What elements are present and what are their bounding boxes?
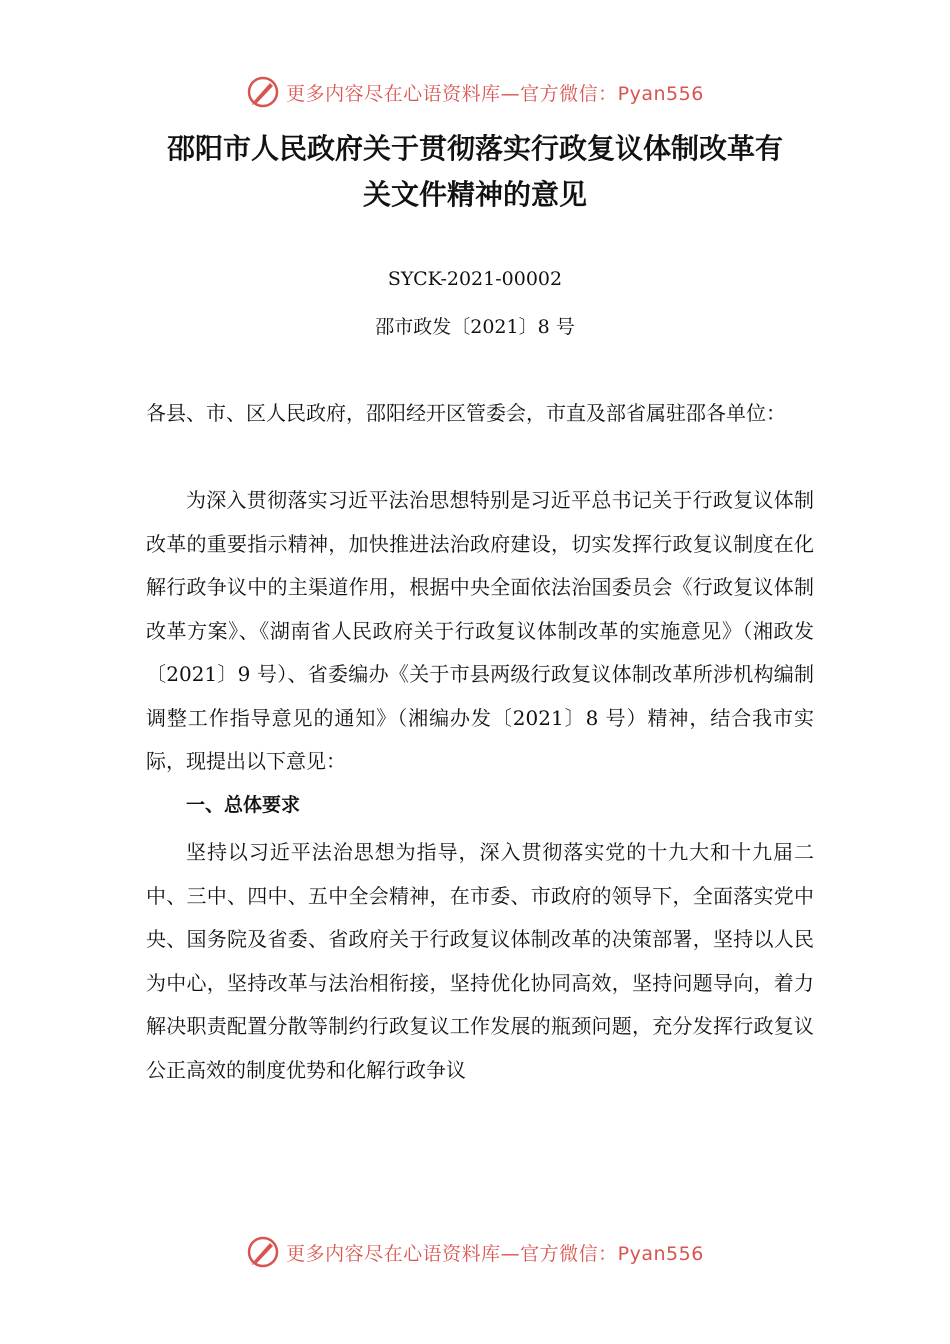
pen-logo-icon [246,75,280,109]
pen-logo-icon [246,1235,280,1269]
watermark-text: 更多内容尽在心语资料库—官方微信：Pyan556 [286,82,704,105]
watermark-text: 更多内容尽在心语资料库—官方微信：Pyan556 [286,1242,704,1265]
document-number: 邵市政发〔2021〕8 号 [375,316,575,338]
document-title-line-2: 关文件精神的意见 [362,178,587,211]
watermark-bottom [0,1232,950,1272]
watermark-top [0,72,950,112]
section-heading-1: 一、总体要求 [186,794,301,816]
body-paragraph-2: 坚持以习近平法治思想为指导，深入贯彻落实党的十九大和十九届二中、三中、四中、五中全会精神，在市委、市政府的领导下，全面落实党中央、国务院及省委、省政府关于行政复议体制改革的决策部署，坚持以人民为中心，坚持改革与法治相衔接，坚持优化协同高效，坚持问题导向，着力解决职责配置分散等制约行政复议工作发展的瓶颈问题，充分发挥行政复议公正高效的制度优势和化解行政争议 [146,840,814,1082]
addressee: 各县、市、区人民政府，邵阳经开区管委会，市直及部省属驻邵各单位： [146,401,786,425]
body-paragraph-1: 为深入贯彻落实习近平法治思想特别是习近平总书记关于行政复议体制改革的重要指示精神，加快推进法治政府建设，切实发挥行政复议制度在化解行政争议中的主渠道作用，根据中央全面依法治国委员会《行政复议体制改革方案》、《湖南省人民政府关于行政复议体制改革的实施意见》（湘政发〔2021〕9 号）、省委编办《关于市县两级行政复议体制改革所涉机构编制调整工作指导意见的通知》（湘编办发〔2021〕8 号）精神，结合我市实际，现提出以下意见： [146,488,814,773]
document-title-line-1: 邵阳市人民政府关于贯彻落实行政复议体制改革有 [166,132,783,165]
document-id: SYCK-2021-00002 [387,268,563,290]
